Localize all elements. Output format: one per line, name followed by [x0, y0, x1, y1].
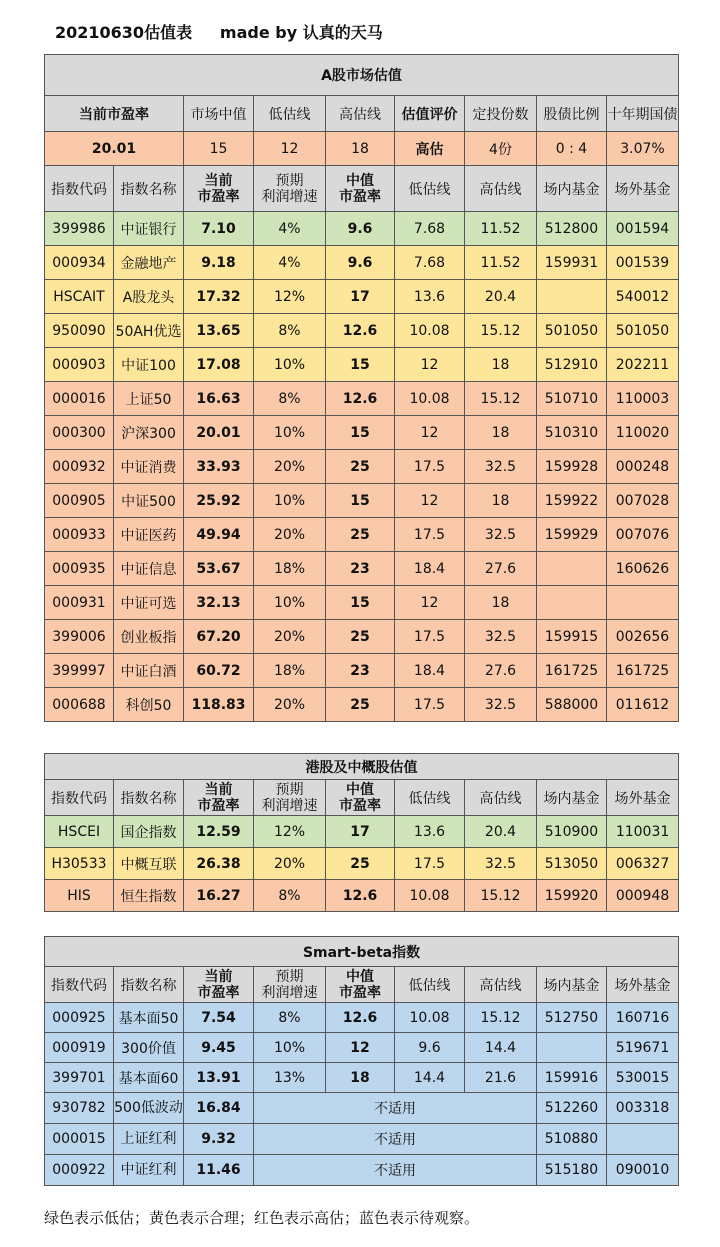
cell-high-line: 18 — [465, 348, 537, 382]
cell-code: 000934 — [45, 246, 114, 280]
cell-onsite-fund — [537, 552, 607, 586]
cell-offsite-fund: 090010 — [607, 1155, 679, 1186]
color-legend: 绿色表示低估；黄色表示合理；红色表示高估；蓝色表示待观察。 — [44, 1209, 480, 1227]
cell-offsite-fund: 501050 — [607, 314, 679, 348]
summary-value: 0 : 4 — [537, 132, 607, 166]
summary-value: 20.01 — [45, 132, 184, 166]
cell-offsite-fund: 160716 — [607, 1003, 679, 1033]
table-row — [45, 1003, 679, 1033]
cell-growth: 4% — [254, 246, 326, 280]
cell-low-line: 9.6 — [395, 1033, 465, 1063]
table-row — [45, 1063, 679, 1093]
header-median-pe: 中值 市盈率 — [326, 780, 395, 816]
summary-header: 当前市盈率 — [45, 96, 184, 132]
cell-offsite-fund: 007028 — [607, 484, 679, 518]
cell-growth: 20% — [254, 518, 326, 552]
cell-onsite-fund: 512910 — [537, 348, 607, 382]
cell-low-line: 13.6 — [395, 280, 465, 314]
cell-current-pe: 60.72 — [184, 654, 254, 688]
cell-code: HIS — [45, 880, 114, 912]
cell-low-line: 10.08 — [395, 314, 465, 348]
cell-not-applicable: 不适用 — [254, 1124, 537, 1155]
cell-median-pe: 18 — [326, 1063, 395, 1093]
cell-growth: 10% — [254, 1033, 326, 1063]
cell-offsite-fund: 001594 — [607, 212, 679, 246]
cell-onsite-fund: 159922 — [537, 484, 607, 518]
cell-current-pe: 16.84 — [184, 1093, 254, 1124]
table-row — [45, 586, 679, 620]
table-row — [45, 518, 679, 552]
summary-header: 定投份数 — [465, 96, 537, 132]
cell-median-pe: 23 — [326, 552, 395, 586]
cell-code: 930782 — [45, 1093, 114, 1124]
cell-current-pe: 13.65 — [184, 314, 254, 348]
header-current-pe: 当前 市盈率 — [184, 166, 254, 212]
cell-code: 950090 — [45, 314, 114, 348]
table-row — [45, 314, 679, 348]
cell-name: 科创50 — [114, 688, 184, 722]
cell-onsite-fund: 510900 — [537, 816, 607, 848]
header-low-line: 低估线 — [395, 967, 465, 1003]
cell-code: 000919 — [45, 1033, 114, 1063]
cell-onsite-fund: 159928 — [537, 450, 607, 484]
cell-offsite-fund: 110031 — [607, 816, 679, 848]
cell-current-pe: 7.10 — [184, 212, 254, 246]
summary-value: 3.07% — [607, 132, 679, 166]
hk-china-valuation-table — [44, 753, 678, 912]
cell-offsite-fund: 011612 — [607, 688, 679, 722]
cell-onsite-fund — [537, 586, 607, 620]
cell-high-line: 15.12 — [465, 314, 537, 348]
header-row — [45, 780, 679, 816]
cell-code: H30533 — [45, 848, 114, 880]
cell-name: 金融地产 — [114, 246, 184, 280]
cell-name: 中证银行 — [114, 212, 184, 246]
summary-value: 18 — [326, 132, 395, 166]
summary-header: 十年期国债 — [607, 96, 679, 132]
header-onsite-fund: 场内基金 — [537, 780, 607, 816]
cell-code: 000016 — [45, 382, 114, 416]
cell-onsite-fund: 159931 — [537, 246, 607, 280]
cell-high-line: 11.52 — [465, 212, 537, 246]
table-row — [45, 280, 679, 314]
cell-current-pe: 11.46 — [184, 1155, 254, 1186]
header-low-line: 低估线 — [395, 166, 465, 212]
header-onsite-fund: 场内基金 — [537, 967, 607, 1003]
cell-code: 399701 — [45, 1063, 114, 1093]
table-row — [45, 382, 679, 416]
summary-header-row — [45, 96, 679, 132]
cell-high-line: 32.5 — [465, 518, 537, 552]
table-row — [45, 1033, 679, 1063]
cell-high-line: 27.6 — [465, 654, 537, 688]
cell-low-line: 17.5 — [395, 688, 465, 722]
cell-name: 恒生指数 — [114, 880, 184, 912]
table-row — [45, 654, 679, 688]
cell-growth: 20% — [254, 620, 326, 654]
cell-onsite-fund: 510710 — [537, 382, 607, 416]
cell-current-pe: 53.67 — [184, 552, 254, 586]
cell-low-line: 13.6 — [395, 816, 465, 848]
cell-median-pe: 12.6 — [326, 382, 395, 416]
cell-low-line: 12 — [395, 484, 465, 518]
cell-growth: 20% — [254, 450, 326, 484]
cell-offsite-fund: 000248 — [607, 450, 679, 484]
cell-code: HSCEI — [45, 816, 114, 848]
cell-name: 50AH优选 — [114, 314, 184, 348]
cell-offsite-fund: 003318 — [607, 1093, 679, 1124]
cell-offsite-fund — [607, 586, 679, 620]
summary-header: 股债比例 — [537, 96, 607, 132]
header-onsite-fund: 场内基金 — [537, 166, 607, 212]
cell-current-pe: 12.59 — [184, 816, 254, 848]
table-row — [45, 688, 679, 722]
cell-code: 000933 — [45, 518, 114, 552]
cell-name: 500低波动 — [114, 1093, 184, 1124]
cell-high-line: 18 — [465, 416, 537, 450]
cell-name: 中证红利 — [114, 1155, 184, 1186]
table-row — [45, 880, 679, 912]
cell-onsite-fund: 159929 — [537, 518, 607, 552]
cell-current-pe: 7.54 — [184, 1003, 254, 1033]
cell-low-line: 17.5 — [395, 518, 465, 552]
cell-name: 中证可选 — [114, 586, 184, 620]
cell-code: 000905 — [45, 484, 114, 518]
cell-high-line: 14.4 — [465, 1033, 537, 1063]
table-row — [45, 246, 679, 280]
cell-median-pe: 12.6 — [326, 314, 395, 348]
header-offsite-fund: 场外基金 — [607, 166, 679, 212]
section-title: Smart-beta指数 — [45, 937, 679, 967]
cell-high-line: 27.6 — [465, 552, 537, 586]
cell-onsite-fund: 512750 — [537, 1003, 607, 1033]
cell-median-pe: 12 — [326, 1033, 395, 1063]
cell-offsite-fund: 202211 — [607, 348, 679, 382]
cell-code: 399006 — [45, 620, 114, 654]
summary-header: 高估线 — [326, 96, 395, 132]
cell-current-pe: 17.08 — [184, 348, 254, 382]
header-offsite-fund: 场外基金 — [607, 967, 679, 1003]
cell-growth: 18% — [254, 654, 326, 688]
summary-value: 15 — [184, 132, 254, 166]
table-row — [45, 620, 679, 654]
cell-name: 中证白酒 — [114, 654, 184, 688]
cell-high-line: 21.6 — [465, 1063, 537, 1093]
cell-onsite-fund: 512800 — [537, 212, 607, 246]
header-high-line: 高估线 — [465, 967, 537, 1003]
cell-current-pe: 16.63 — [184, 382, 254, 416]
cell-current-pe: 16.27 — [184, 880, 254, 912]
cell-median-pe: 15 — [326, 348, 395, 382]
cell-code: 399997 — [45, 654, 114, 688]
cell-current-pe: 25.92 — [184, 484, 254, 518]
cell-high-line: 18 — [465, 484, 537, 518]
table-row — [45, 1093, 679, 1124]
summary-value-row — [45, 132, 679, 166]
cell-name: A股龙头 — [114, 280, 184, 314]
cell-onsite-fund: 513050 — [537, 848, 607, 880]
cell-offsite-fund: 519671 — [607, 1033, 679, 1063]
cell-offsite-fund: 110003 — [607, 382, 679, 416]
cell-median-pe: 25 — [326, 848, 395, 880]
cell-name: 中证500 — [114, 484, 184, 518]
table-row — [45, 348, 679, 382]
cell-onsite-fund: 161725 — [537, 654, 607, 688]
cell-current-pe: 9.45 — [184, 1033, 254, 1063]
cell-name: 中证消费 — [114, 450, 184, 484]
cell-growth: 4% — [254, 212, 326, 246]
cell-growth: 8% — [254, 1003, 326, 1033]
cell-median-pe: 25 — [326, 620, 395, 654]
cell-name: 中概互联 — [114, 848, 184, 880]
cell-onsite-fund: 515180 — [537, 1155, 607, 1186]
summary-value: 4份 — [465, 132, 537, 166]
cell-offsite-fund: 530015 — [607, 1063, 679, 1093]
cell-offsite-fund: 160626 — [607, 552, 679, 586]
cell-high-line: 11.52 — [465, 246, 537, 280]
cell-current-pe: 32.13 — [184, 586, 254, 620]
header-high-line: 高估线 — [465, 166, 537, 212]
summary-header: 市场中值 — [184, 96, 254, 132]
cell-offsite-fund: 001539 — [607, 246, 679, 280]
cell-low-line: 18.4 — [395, 552, 465, 586]
cell-offsite-fund: 002656 — [607, 620, 679, 654]
smart-beta-table — [44, 936, 678, 1186]
cell-median-pe: 25 — [326, 688, 395, 722]
cell-not-applicable: 不适用 — [254, 1093, 537, 1124]
header-row — [45, 166, 679, 212]
cell-onsite-fund: 512260 — [537, 1093, 607, 1124]
cell-onsite-fund: 159915 — [537, 620, 607, 654]
cell-name: 基本面60 — [114, 1063, 184, 1093]
cell-median-pe: 17 — [326, 280, 395, 314]
cell-low-line: 17.5 — [395, 620, 465, 654]
cell-low-line: 10.08 — [395, 1003, 465, 1033]
cell-high-line: 20.4 — [465, 280, 537, 314]
cell-onsite-fund: 159920 — [537, 880, 607, 912]
header-low-line: 低估线 — [395, 780, 465, 816]
cell-name: 上证红利 — [114, 1124, 184, 1155]
a-share-valuation-table — [44, 54, 678, 722]
cell-low-line: 12 — [395, 348, 465, 382]
section-title: 港股及中概股估值 — [45, 754, 679, 780]
cell-offsite-fund: 007076 — [607, 518, 679, 552]
cell-low-line: 10.08 — [395, 382, 465, 416]
table-row — [45, 1155, 679, 1186]
cell-high-line: 15.12 — [465, 880, 537, 912]
cell-low-line: 7.68 — [395, 246, 465, 280]
cell-name: 300价值 — [114, 1033, 184, 1063]
cell-onsite-fund: 501050 — [537, 314, 607, 348]
header-growth: 预期 利润增速 — [254, 780, 326, 816]
cell-low-line: 12 — [395, 586, 465, 620]
cell-low-line: 18.4 — [395, 654, 465, 688]
cell-high-line: 20.4 — [465, 816, 537, 848]
page-title: 20210630估值表 made by 认真的天马 — [55, 23, 383, 42]
cell-low-line: 17.5 — [395, 848, 465, 880]
header-growth: 预期 利润增速 — [254, 166, 326, 212]
cell-code: 000925 — [45, 1003, 114, 1033]
cell-median-pe: 15 — [326, 484, 395, 518]
cell-low-line: 7.68 — [395, 212, 465, 246]
table-row — [45, 552, 679, 586]
cell-name: 国企指数 — [114, 816, 184, 848]
cell-growth: 8% — [254, 314, 326, 348]
table-row — [45, 450, 679, 484]
cell-high-line: 32.5 — [465, 450, 537, 484]
cell-median-pe: 9.6 — [326, 246, 395, 280]
cell-offsite-fund: 110020 — [607, 416, 679, 450]
cell-high-line: 15.12 — [465, 1003, 537, 1033]
header-high-line: 高估线 — [465, 780, 537, 816]
cell-growth: 12% — [254, 280, 326, 314]
cell-code: 399986 — [45, 212, 114, 246]
header-name: 指数名称 — [114, 780, 184, 816]
table-row — [45, 212, 679, 246]
cell-code: 000931 — [45, 586, 114, 620]
cell-current-pe: 9.32 — [184, 1124, 254, 1155]
cell-offsite-fund: 000948 — [607, 880, 679, 912]
cell-onsite-fund: 510880 — [537, 1124, 607, 1155]
header-name: 指数名称 — [114, 967, 184, 1003]
cell-median-pe: 15 — [326, 586, 395, 620]
header-current-pe: 当前 市盈率 — [184, 967, 254, 1003]
cell-growth: 20% — [254, 848, 326, 880]
cell-high-line: 18 — [465, 586, 537, 620]
cell-onsite-fund — [537, 1033, 607, 1063]
cell-name: 上证50 — [114, 382, 184, 416]
cell-low-line: 17.5 — [395, 450, 465, 484]
cell-code: 000932 — [45, 450, 114, 484]
cell-code: 000015 — [45, 1124, 114, 1155]
cell-current-pe: 9.18 — [184, 246, 254, 280]
cell-median-pe: 23 — [326, 654, 395, 688]
cell-current-pe: 20.01 — [184, 416, 254, 450]
header-code: 指数代码 — [45, 166, 114, 212]
cell-current-pe: 118.83 — [184, 688, 254, 722]
header-code: 指数代码 — [45, 780, 114, 816]
cell-name: 创业板指 — [114, 620, 184, 654]
cell-current-pe: 17.32 — [184, 280, 254, 314]
table-row — [45, 1124, 679, 1155]
cell-current-pe: 67.20 — [184, 620, 254, 654]
cell-low-line: 12 — [395, 416, 465, 450]
header-code: 指数代码 — [45, 967, 114, 1003]
cell-offsite-fund: 006327 — [607, 848, 679, 880]
cell-growth: 20% — [254, 688, 326, 722]
header-row — [45, 967, 679, 1003]
cell-median-pe: 25 — [326, 450, 395, 484]
cell-name: 中证医药 — [114, 518, 184, 552]
cell-code: 000688 — [45, 688, 114, 722]
cell-not-applicable: 不适用 — [254, 1155, 537, 1186]
cell-code: 000935 — [45, 552, 114, 586]
cell-growth: 8% — [254, 880, 326, 912]
header-current-pe: 当前 市盈率 — [184, 780, 254, 816]
cell-code: 000922 — [45, 1155, 114, 1186]
cell-offsite-fund: 161725 — [607, 654, 679, 688]
cell-growth: 10% — [254, 416, 326, 450]
cell-current-pe: 49.94 — [184, 518, 254, 552]
cell-onsite-fund: 588000 — [537, 688, 607, 722]
cell-onsite-fund — [537, 280, 607, 314]
cell-low-line: 10.08 — [395, 880, 465, 912]
summary-header: 估值评价 — [395, 96, 465, 132]
cell-name: 中证信息 — [114, 552, 184, 586]
cell-name: 中证100 — [114, 348, 184, 382]
cell-high-line: 32.5 — [465, 620, 537, 654]
cell-low-line: 14.4 — [395, 1063, 465, 1093]
cell-onsite-fund: 510310 — [537, 416, 607, 450]
cell-offsite-fund — [607, 1124, 679, 1155]
table-row — [45, 816, 679, 848]
cell-growth: 8% — [254, 382, 326, 416]
cell-growth: 10% — [254, 484, 326, 518]
header-offsite-fund: 场外基金 — [607, 780, 679, 816]
cell-code: 000903 — [45, 348, 114, 382]
table-row — [45, 416, 679, 450]
cell-median-pe: 15 — [326, 416, 395, 450]
cell-code: HSCAIT — [45, 280, 114, 314]
cell-current-pe: 13.91 — [184, 1063, 254, 1093]
cell-current-pe: 33.93 — [184, 450, 254, 484]
cell-growth: 13% — [254, 1063, 326, 1093]
cell-onsite-fund: 159916 — [537, 1063, 607, 1093]
header-median-pe: 中值 市盈率 — [326, 166, 395, 212]
cell-growth: 18% — [254, 552, 326, 586]
summary-value: 高估 — [395, 132, 465, 166]
table-row — [45, 484, 679, 518]
cell-high-line: 32.5 — [465, 688, 537, 722]
cell-median-pe: 17 — [326, 816, 395, 848]
cell-median-pe: 9.6 — [326, 212, 395, 246]
header-median-pe: 中值 市盈率 — [326, 967, 395, 1003]
cell-growth: 10% — [254, 586, 326, 620]
cell-median-pe: 12.6 — [326, 880, 395, 912]
cell-current-pe: 26.38 — [184, 848, 254, 880]
cell-high-line: 15.12 — [465, 382, 537, 416]
header-growth: 预期 利润增速 — [254, 967, 326, 1003]
cell-offsite-fund: 540012 — [607, 280, 679, 314]
cell-code: 000300 — [45, 416, 114, 450]
cell-growth: 12% — [254, 816, 326, 848]
cell-name: 基本面50 — [114, 1003, 184, 1033]
cell-median-pe: 12.6 — [326, 1003, 395, 1033]
cell-growth: 10% — [254, 348, 326, 382]
section-title: A股市场估值 — [45, 55, 679, 96]
cell-median-pe: 25 — [326, 518, 395, 552]
table-row — [45, 848, 679, 880]
header-name: 指数名称 — [114, 166, 184, 212]
summary-value: 12 — [254, 132, 326, 166]
cell-name: 沪深300 — [114, 416, 184, 450]
cell-high-line: 32.5 — [465, 848, 537, 880]
summary-header: 低估线 — [254, 96, 326, 132]
